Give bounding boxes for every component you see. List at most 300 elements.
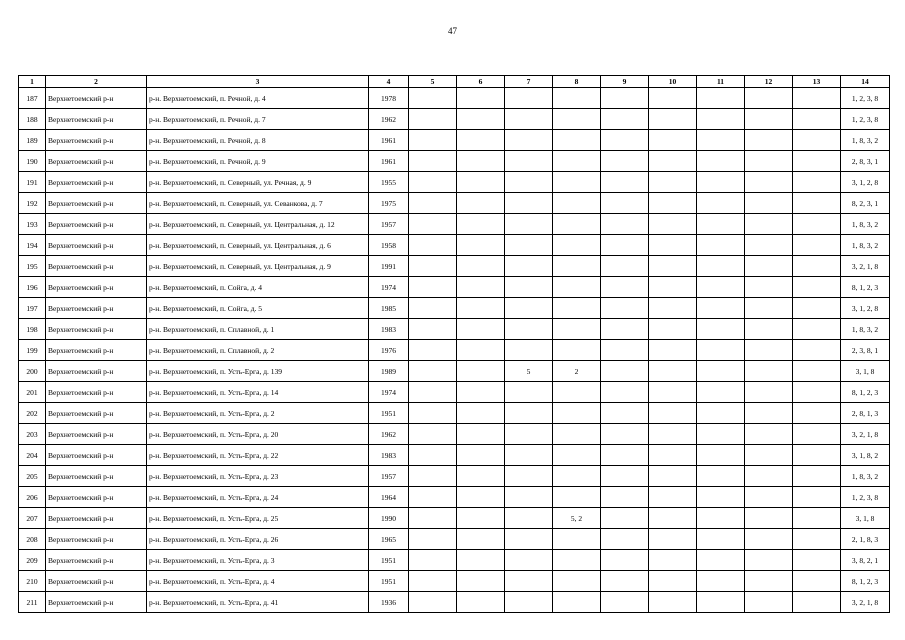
empty-cell — [601, 298, 649, 319]
empty-cell — [697, 529, 745, 550]
empty-cell — [697, 88, 745, 109]
column-14-cell: 1, 8, 3, 2 — [841, 466, 890, 487]
row-number-cell: 209 — [19, 550, 46, 571]
empty-cell — [745, 214, 793, 235]
empty-cell — [793, 550, 841, 571]
empty-cell — [745, 529, 793, 550]
address-cell: р-н. Верхнетоемский, п. Усть-Ерга, д. 2 — [147, 403, 369, 424]
district-cell: Верхнетоемский р-н — [46, 88, 147, 109]
empty-cell — [409, 319, 457, 340]
empty-cell — [601, 235, 649, 256]
row-number-cell: 208 — [19, 529, 46, 550]
table-row — [19, 424, 890, 445]
district-cell: Верхнетоемский р-н — [46, 340, 147, 361]
district-cell: Верхнетоемский р-н — [46, 466, 147, 487]
empty-cell — [457, 571, 505, 592]
empty-cell — [745, 256, 793, 277]
table-row — [19, 130, 890, 151]
empty-cell — [697, 382, 745, 403]
row-number-cell: 206 — [19, 487, 46, 508]
row-number-cell: 196 — [19, 277, 46, 298]
row-number-cell: 199 — [19, 340, 46, 361]
district-cell: Верхнетоемский р-н — [46, 487, 147, 508]
table-row — [19, 571, 890, 592]
year-cell: 1964 — [369, 487, 409, 508]
empty-cell — [409, 445, 457, 466]
column-header-10: 10 — [649, 76, 697, 88]
empty-cell — [745, 319, 793, 340]
district-cell: Верхнетоемский р-н — [46, 193, 147, 214]
year-cell: 1951 — [369, 571, 409, 592]
empty-cell — [745, 193, 793, 214]
district-cell: Верхнетоемский р-н — [46, 298, 147, 319]
table-row — [19, 529, 890, 550]
empty-cell — [457, 403, 505, 424]
address-cell: р-н. Верхнетоемский, п. Северный, ул. Севанкова, д. 7 — [147, 193, 369, 214]
district-cell: Верхнетоемский р-н — [46, 424, 147, 445]
empty-cell — [745, 550, 793, 571]
empty-cell — [601, 571, 649, 592]
column-8-cell — [553, 466, 601, 487]
address-cell: р-н. Верхнетоемский, п. Усть-Ерга, д. 23 — [147, 466, 369, 487]
column-7-cell — [505, 151, 553, 172]
table-row — [19, 550, 890, 571]
empty-cell — [457, 109, 505, 130]
column-header-1: 1 — [19, 76, 46, 88]
column-8-cell — [553, 172, 601, 193]
table-body — [19, 88, 890, 613]
year-cell: 1955 — [369, 172, 409, 193]
column-header-6: 6 — [457, 76, 505, 88]
empty-cell — [601, 319, 649, 340]
column-8-cell — [553, 403, 601, 424]
empty-cell — [457, 193, 505, 214]
column-7-cell — [505, 466, 553, 487]
empty-cell — [409, 235, 457, 256]
district-cell: Верхнетоемский р-н — [46, 382, 147, 403]
empty-cell — [697, 172, 745, 193]
table-row — [19, 193, 890, 214]
table-row — [19, 235, 890, 256]
empty-cell — [697, 592, 745, 613]
empty-cell — [649, 130, 697, 151]
row-number-cell: 211 — [19, 592, 46, 613]
empty-cell — [409, 88, 457, 109]
column-7-cell — [505, 403, 553, 424]
column-14-cell: 1, 2, 3, 8 — [841, 487, 890, 508]
column-8-cell — [553, 256, 601, 277]
column-14-cell: 3, 1, 8 — [841, 508, 890, 529]
empty-cell — [793, 256, 841, 277]
empty-cell — [697, 130, 745, 151]
empty-cell — [649, 277, 697, 298]
empty-cell — [745, 508, 793, 529]
row-number-cell: 202 — [19, 403, 46, 424]
district-cell: Верхнетоемский р-н — [46, 256, 147, 277]
district-cell: Верхнетоемский р-н — [46, 130, 147, 151]
empty-cell — [745, 445, 793, 466]
empty-cell — [745, 487, 793, 508]
empty-cell — [601, 340, 649, 361]
column-14-cell: 8, 1, 2, 3 — [841, 571, 890, 592]
empty-cell — [457, 298, 505, 319]
table-row — [19, 445, 890, 466]
empty-cell — [649, 382, 697, 403]
empty-cell — [601, 592, 649, 613]
empty-cell — [457, 592, 505, 613]
year-cell: 1958 — [369, 235, 409, 256]
column-14-cell: 1, 2, 3, 8 — [841, 109, 890, 130]
empty-cell — [745, 88, 793, 109]
empty-cell — [649, 151, 697, 172]
year-cell: 1962 — [369, 424, 409, 445]
district-cell: Верхнетоемский р-н — [46, 214, 147, 235]
empty-cell — [601, 445, 649, 466]
column-7-cell — [505, 340, 553, 361]
column-7-cell — [505, 298, 553, 319]
empty-cell — [697, 193, 745, 214]
row-number-cell: 207 — [19, 508, 46, 529]
empty-cell — [649, 445, 697, 466]
empty-cell — [649, 319, 697, 340]
table-row — [19, 466, 890, 487]
empty-cell — [697, 487, 745, 508]
year-cell: 1978 — [369, 88, 409, 109]
year-cell: 1976 — [369, 340, 409, 361]
empty-cell — [793, 382, 841, 403]
column-14-cell: 2, 8, 1, 3 — [841, 403, 890, 424]
column-8-cell — [553, 130, 601, 151]
table-row — [19, 319, 890, 340]
column-7-cell — [505, 256, 553, 277]
column-7-cell — [505, 382, 553, 403]
column-14-cell: 3, 2, 1, 8 — [841, 256, 890, 277]
column-header-13: 13 — [793, 76, 841, 88]
empty-cell — [649, 529, 697, 550]
empty-cell — [457, 340, 505, 361]
column-14-cell: 1, 2, 3, 8 — [841, 88, 890, 109]
year-cell: 1974 — [369, 382, 409, 403]
empty-cell — [745, 424, 793, 445]
empty-cell — [601, 382, 649, 403]
row-number-cell: 210 — [19, 571, 46, 592]
table-row — [19, 592, 890, 613]
empty-cell — [649, 193, 697, 214]
empty-cell — [457, 445, 505, 466]
empty-cell — [793, 214, 841, 235]
year-cell: 1983 — [369, 319, 409, 340]
column-header-9: 9 — [601, 76, 649, 88]
empty-cell — [793, 424, 841, 445]
empty-cell — [697, 550, 745, 571]
year-cell: 1957 — [369, 466, 409, 487]
empty-cell — [697, 403, 745, 424]
address-cell: р-н. Верхнетоемский, п. Усть-Ерга, д. 3 — [147, 550, 369, 571]
year-cell: 1961 — [369, 130, 409, 151]
empty-cell — [697, 235, 745, 256]
table-row — [19, 88, 890, 109]
empty-cell — [601, 109, 649, 130]
row-number-cell: 205 — [19, 466, 46, 487]
empty-cell — [409, 403, 457, 424]
year-cell: 1951 — [369, 403, 409, 424]
table-row — [19, 172, 890, 193]
column-7-cell — [505, 550, 553, 571]
empty-cell — [793, 592, 841, 613]
column-14-cell: 3, 1, 2, 8 — [841, 298, 890, 319]
row-number-cell: 195 — [19, 256, 46, 277]
empty-cell — [457, 487, 505, 508]
empty-cell — [601, 214, 649, 235]
empty-cell — [697, 571, 745, 592]
column-header-12: 12 — [745, 76, 793, 88]
address-cell: р-н. Верхнетоемский, п. Северный, ул. Речная, д. 9 — [147, 172, 369, 193]
empty-cell — [601, 466, 649, 487]
empty-cell — [457, 466, 505, 487]
empty-cell — [793, 109, 841, 130]
column-8-cell — [553, 214, 601, 235]
empty-cell — [793, 130, 841, 151]
address-cell: р-н. Верхнетоемский, п. Усть-Ерга, д. 139 — [147, 361, 369, 382]
column-header-2: 2 — [46, 76, 147, 88]
row-number-cell: 200 — [19, 361, 46, 382]
empty-cell — [457, 361, 505, 382]
empty-cell — [745, 466, 793, 487]
column-7-cell — [505, 445, 553, 466]
empty-cell — [601, 172, 649, 193]
column-8-cell — [553, 550, 601, 571]
empty-cell — [457, 277, 505, 298]
data-table — [18, 75, 890, 613]
year-cell: 1974 — [369, 277, 409, 298]
column-14-cell: 1, 8, 3, 2 — [841, 214, 890, 235]
empty-cell — [601, 130, 649, 151]
column-14-cell: 8, 2, 3, 1 — [841, 193, 890, 214]
table-row — [19, 151, 890, 172]
empty-cell — [457, 550, 505, 571]
column-8-cell — [553, 298, 601, 319]
empty-cell — [697, 277, 745, 298]
column-7-cell — [505, 487, 553, 508]
empty-cell — [697, 361, 745, 382]
column-14-cell: 3, 1, 2, 8 — [841, 172, 890, 193]
empty-cell — [601, 487, 649, 508]
empty-cell — [697, 319, 745, 340]
empty-cell — [457, 256, 505, 277]
empty-cell — [457, 319, 505, 340]
header-row — [19, 76, 890, 88]
empty-cell — [697, 151, 745, 172]
empty-cell — [649, 403, 697, 424]
empty-cell — [409, 172, 457, 193]
table-row — [19, 298, 890, 319]
empty-cell — [409, 550, 457, 571]
column-7-cell — [505, 508, 553, 529]
empty-cell — [649, 235, 697, 256]
column-header-14: 14 — [841, 76, 890, 88]
district-cell: Верхнетоемский р-н — [46, 172, 147, 193]
table-row — [19, 109, 890, 130]
empty-cell — [409, 193, 457, 214]
table-row — [19, 403, 890, 424]
district-cell: Верхнетоемский р-н — [46, 529, 147, 550]
empty-cell — [745, 361, 793, 382]
empty-cell — [409, 109, 457, 130]
empty-cell — [457, 235, 505, 256]
page-number: 47 — [448, 26, 457, 36]
address-cell: р-н. Верхнетоемский, п. Усть-Ерга, д. 24 — [147, 487, 369, 508]
column-header-3: 3 — [147, 76, 369, 88]
empty-cell — [745, 277, 793, 298]
column-8-cell — [553, 445, 601, 466]
empty-cell — [457, 151, 505, 172]
district-cell: Верхнетоемский р-н — [46, 571, 147, 592]
empty-cell — [745, 592, 793, 613]
district-cell: Верхнетоемский р-н — [46, 508, 147, 529]
table-row — [19, 340, 890, 361]
year-cell: 1983 — [369, 445, 409, 466]
address-cell: р-н. Верхнетоемский, п. Усть-Ерга, д. 26 — [147, 529, 369, 550]
column-7-cell — [505, 235, 553, 256]
empty-cell — [409, 466, 457, 487]
row-number-cell: 190 — [19, 151, 46, 172]
address-cell: р-н. Верхнетоемский, п. Усть-Ерга, д. 20 — [147, 424, 369, 445]
address-cell: р-н. Верхнетоемский, п. Усть-Ерга, д. 4 — [147, 571, 369, 592]
column-header-8: 8 — [553, 76, 601, 88]
empty-cell — [793, 529, 841, 550]
column-7-cell — [505, 592, 553, 613]
empty-cell — [649, 487, 697, 508]
column-8-cell — [553, 319, 601, 340]
row-number-cell: 194 — [19, 235, 46, 256]
column-8-cell — [553, 340, 601, 361]
empty-cell — [457, 508, 505, 529]
empty-cell — [649, 550, 697, 571]
empty-cell — [697, 340, 745, 361]
column-8-cell — [553, 88, 601, 109]
empty-cell — [409, 214, 457, 235]
column-header-7: 7 — [505, 76, 553, 88]
empty-cell — [697, 109, 745, 130]
row-number-cell: 203 — [19, 424, 46, 445]
column-7-cell: 5 — [505, 361, 553, 382]
year-cell: 1975 — [369, 193, 409, 214]
column-header-11: 11 — [697, 76, 745, 88]
empty-cell — [793, 487, 841, 508]
empty-cell — [409, 508, 457, 529]
empty-cell — [745, 382, 793, 403]
empty-cell — [697, 445, 745, 466]
address-cell: р-н. Верхнетоемский, п. Речной, д. 7 — [147, 109, 369, 130]
district-cell: Верхнетоемский р-н — [46, 151, 147, 172]
empty-cell — [793, 172, 841, 193]
district-cell: Верхнетоемский р-н — [46, 109, 147, 130]
column-8-cell — [553, 571, 601, 592]
empty-cell — [649, 508, 697, 529]
empty-cell — [601, 529, 649, 550]
empty-cell — [409, 487, 457, 508]
empty-cell — [793, 571, 841, 592]
empty-cell — [697, 214, 745, 235]
table-row — [19, 382, 890, 403]
column-14-cell: 3, 8, 2, 1 — [841, 550, 890, 571]
empty-cell — [793, 403, 841, 424]
empty-cell — [649, 361, 697, 382]
empty-cell — [601, 88, 649, 109]
table-row — [19, 256, 890, 277]
empty-cell — [793, 466, 841, 487]
address-cell: р-н. Верхнетоемский, п. Сплавной, д. 1 — [147, 319, 369, 340]
empty-cell — [745, 109, 793, 130]
year-cell: 1989 — [369, 361, 409, 382]
empty-cell — [457, 172, 505, 193]
table-row — [19, 487, 890, 508]
year-cell: 1985 — [369, 298, 409, 319]
column-7-cell — [505, 319, 553, 340]
district-cell: Верхнетоемский р-н — [46, 403, 147, 424]
table-row — [19, 277, 890, 298]
empty-cell — [601, 256, 649, 277]
address-cell: р-н. Верхнетоемский, п. Сойга, д. 5 — [147, 298, 369, 319]
empty-cell — [457, 130, 505, 151]
empty-cell — [649, 214, 697, 235]
column-7-cell — [505, 109, 553, 130]
row-number-cell: 197 — [19, 298, 46, 319]
district-cell: Верхнетоемский р-н — [46, 550, 147, 571]
address-cell: р-н. Верхнетоемский, п. Речной, д. 4 — [147, 88, 369, 109]
empty-cell — [649, 592, 697, 613]
table-row — [19, 508, 890, 529]
empty-cell — [745, 151, 793, 172]
empty-cell — [745, 172, 793, 193]
column-14-cell: 3, 2, 1, 8 — [841, 592, 890, 613]
column-8-cell — [553, 277, 601, 298]
column-7-cell — [505, 529, 553, 550]
column-8-cell — [553, 487, 601, 508]
column-8-cell — [553, 193, 601, 214]
empty-cell — [649, 88, 697, 109]
empty-cell — [457, 214, 505, 235]
empty-cell — [793, 361, 841, 382]
empty-cell — [697, 256, 745, 277]
empty-cell — [793, 277, 841, 298]
column-8-cell — [553, 109, 601, 130]
column-7-cell — [505, 130, 553, 151]
column-7-cell — [505, 214, 553, 235]
row-number-cell: 189 — [19, 130, 46, 151]
column-header-5: 5 — [409, 76, 457, 88]
column-8-cell — [553, 529, 601, 550]
year-cell: 1991 — [369, 256, 409, 277]
empty-cell — [457, 382, 505, 403]
row-number-cell: 188 — [19, 109, 46, 130]
district-cell: Верхнетоемский р-н — [46, 319, 147, 340]
empty-cell — [409, 298, 457, 319]
empty-cell — [649, 466, 697, 487]
row-number-cell: 191 — [19, 172, 46, 193]
empty-cell — [601, 277, 649, 298]
year-cell: 1936 — [369, 592, 409, 613]
empty-cell — [457, 424, 505, 445]
empty-cell — [649, 340, 697, 361]
district-cell: Верхнетоемский р-н — [46, 361, 147, 382]
empty-cell — [745, 340, 793, 361]
column-7-cell — [505, 424, 553, 445]
column-7-cell — [505, 172, 553, 193]
row-number-cell: 204 — [19, 445, 46, 466]
empty-cell — [409, 529, 457, 550]
empty-cell — [793, 235, 841, 256]
